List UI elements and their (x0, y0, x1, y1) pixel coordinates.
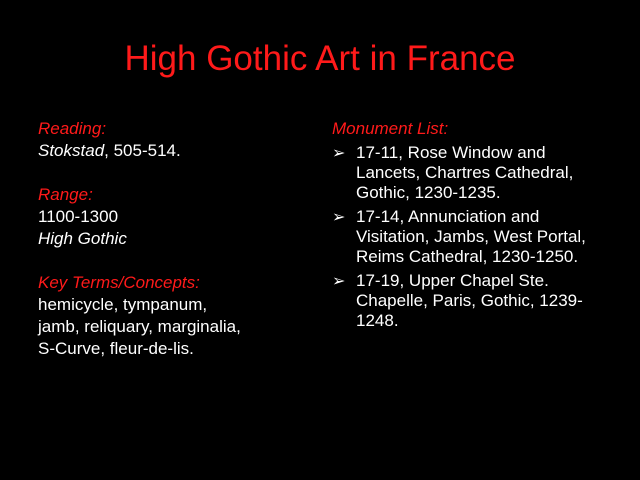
key-terms-line: hemicycle, tympanum, (38, 295, 208, 314)
range-heading: Range: (38, 185, 93, 204)
monument-item-text: 17-11, Rose Window and Lancets, Chartres Cathedral, Gothic, 1230-1235. (356, 143, 574, 202)
reading-heading: Reading: (38, 119, 107, 138)
reading-source-title: Stokstad (38, 141, 105, 160)
monument-item-text: 17-19, Upper Chapel Ste. Chapelle, Paris, Gothic, 1239-1248. (356, 271, 583, 330)
monument-list-item (332, 271, 612, 331)
monument-list-item (332, 143, 612, 203)
monument-list-heading: Monument List: (332, 119, 449, 138)
reading-source-pages: , 505-514. (104, 141, 181, 160)
arrowhead-bullet-icon: ➢ (332, 273, 346, 290)
slide-title: High Gothic Art in France (124, 39, 516, 78)
key-terms-heading: Key Terms/Concepts: (38, 273, 200, 292)
monument-item-text: 17-14, Annunciation and Visitation, Jambs, West Portal, Reims Cathedral, 1230-1250. (356, 207, 586, 266)
arrowhead-bullet-icon: ➢ (332, 145, 346, 162)
range-years: 1100-1300 (38, 207, 119, 226)
monument-list (332, 143, 612, 331)
key-terms-line: jamb, reliquary, marginalia, (38, 317, 241, 336)
key-terms-line: S-Curve, fleur-de-lis. (38, 339, 194, 358)
left-column (38, 118, 318, 360)
reading-source (38, 140, 318, 162)
range-style: High Gothic (38, 229, 127, 248)
monument-list-item (332, 207, 612, 267)
right-column (332, 118, 612, 335)
arrowhead-bullet-icon: ➢ (332, 209, 346, 226)
